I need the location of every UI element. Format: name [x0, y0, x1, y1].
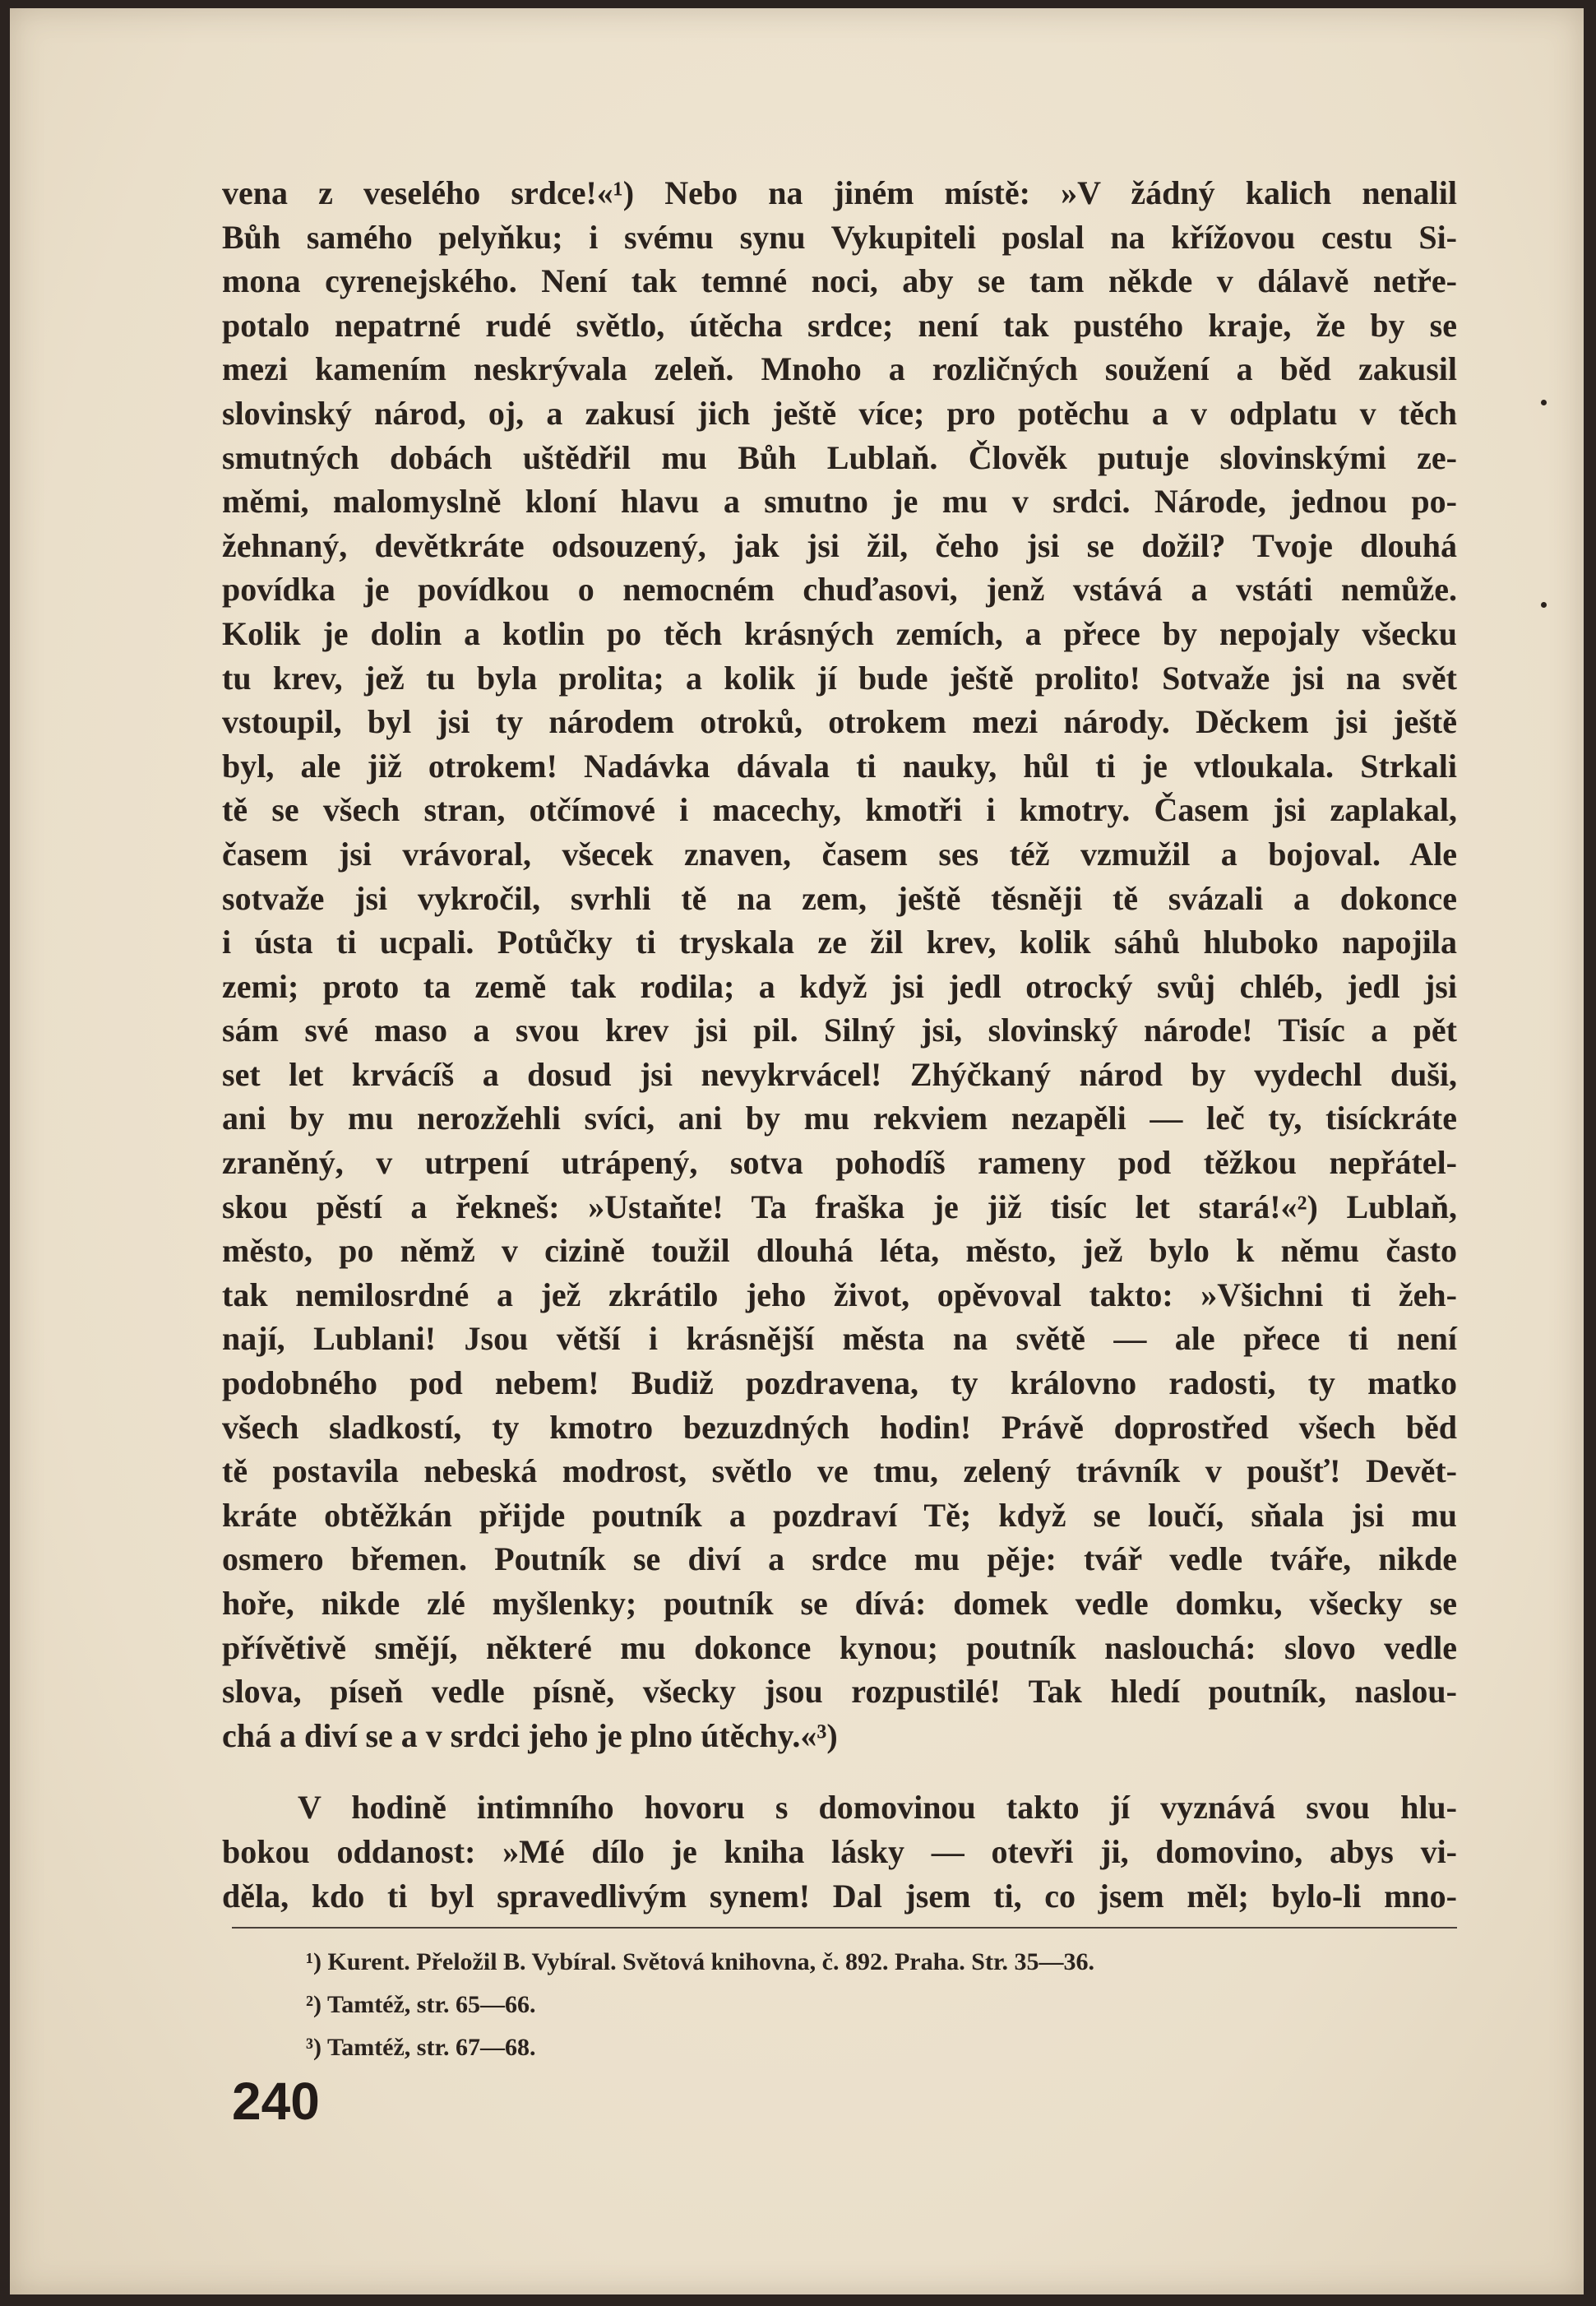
text-line: bokou oddanost: »Mé dílo je kniha lásky — otevři ji, domovino, abys vi-: [222, 1832, 1457, 1870]
text-line: vstoupil, byl jsi ty národem otroků, otrokem mezi národy. Děckem jsi ještě: [222, 703, 1457, 741]
footnote: ¹) Kurent. Přeložil B. Vybíral. Světová knihovna, č. 892. Praha. Str. 35—36.: [306, 1948, 1095, 1975]
footnote-divider: [232, 1927, 1457, 1929]
text-line: skou pěstí a řekneš: »Ustaňte! Ta fraška je již tisíc let stará!«²) Lublaň,: [222, 1188, 1457, 1225]
text-line: mezi kamením neskrývala zeleň. Mnoho a rozličných soužení a běd zakusil: [222, 350, 1457, 388]
text-line: povídka je povídkou o nemocném chuďasovi, jenž vstává a vstáti nemůže.: [222, 571, 1457, 609]
text-line: tu krev, jež tu byla prolita; a kolik jí bude ještě prolito! Sotvaže jsi na svět: [222, 659, 1457, 697]
text-line: smutných dobách uštědřil mu Bůh Lublaň. Člověk putuje slovinskými ze-: [222, 438, 1457, 476]
text-line: potalo nepatrné rudé světlo, útěcha srdce; není tak pustého kraje, že by se: [222, 306, 1457, 344]
text-line: nají, Lublani! Jsou větší i krásnější města na světě — ale přece ti není: [222, 1320, 1457, 1358]
text-line: měmi, malomyslně kloní hlavu a smutno je mu v srdci. Národe, jednou po-: [222, 483, 1457, 521]
text-line: všech sladkostí, ty kmotro bezuzdných hodin! Právě doprostřed všech běd: [222, 1408, 1457, 1446]
text-line: set let krvácíš a dosud jsi nevykrvácel! Zhýčkaný národ by vydechl duši,: [222, 1055, 1457, 1093]
text-line: přívětivě smějí, některé mu dokonce kynou; poutník naslouchá: slovo vedle: [222, 1628, 1457, 1666]
text-line: mona cyrenejského. Není tak temné noci, aby se tam někde v dálavě netře-: [222, 262, 1457, 300]
text-line: slovinský národ, oj, a zakusí jich ještě více; pro potěchu a v odplatu v těch: [222, 394, 1457, 432]
text-line: i ústa ti ucpali. Potůčky ti tryskala ze žil krev, kolik sáhů hluboko napojila: [222, 924, 1457, 961]
footnote: ²) Tamtéž, str. 65—66.: [306, 1991, 536, 2018]
text-line: osmero břemen. Poutník se diví a srdce mu pěje: tvář vedle tváře, nikde: [222, 1540, 1457, 1578]
footnotes: [306, 1941, 1457, 2069]
text-line: Bůh samého pelyňku; i svému synu Vykupiteli poslal na křížovou cestu Si-: [222, 218, 1457, 256]
ink-speck: [1541, 602, 1547, 608]
page-number: 240: [232, 2072, 320, 2131]
text-line: ani by mu nerozžehli svíci, ani by mu rekviem nezapěli — leč ty, tisíckráte: [222, 1100, 1457, 1137]
text-line: byl, ale již otrokem! Nadávka dávala ti nauky, hůl ti je vtloukala. Strkali: [222, 747, 1457, 785]
text-line: V hodině intimního hovoru s domovinou takto jí vyznává svou hlu-: [298, 1789, 1457, 1827]
text-line: tě postavila nebeská modrost, světlo ve tmu, zelený trávník v poušť! Devět-: [222, 1452, 1457, 1490]
body-text: [222, 171, 1457, 1918]
text-line: město, po němž v cizině toužil dlouhá léta, město, jež bylo k němu často: [222, 1232, 1457, 1270]
text-line: časem jsi vrávoral, všecek znaven, časem ses též vzmužil a bojoval. Ale: [222, 835, 1457, 873]
text-line: děla, kdo ti byl spravedlivým synem! Dal jsem ti, co jsem měl; bylo-li mno-: [222, 1877, 1457, 1915]
text-line: vena z veselého srdce!«¹) Nebo na jiném místě: »V žádný kalich nenalil: [222, 174, 1457, 211]
text-line: hoře, nikde zlé myšlenky; poutník se dívá: domek vedle domku, všecky se: [222, 1585, 1457, 1622]
footnote: ³) Tamtéž, str. 67—68.: [306, 2034, 536, 2061]
text-line: sám své maso a svou krev jsi pil. Silný jsi, slovinský národe! Tisíc a pět: [222, 1012, 1457, 1049]
text-line: tak nemilosrdné a jež zkrátilo jeho život, opěvoval takto: »Všichni ti žeh-: [222, 1276, 1457, 1313]
text-line: kráte obtěžkán přijde poutník a pozdraví Tě; když se loučí, sňala jsi mu: [222, 1496, 1457, 1534]
text-line: podobného pod nebem! Budiž pozdravena, ty královno radosti, ty matko: [222, 1364, 1457, 1402]
ink-speck: [1541, 400, 1547, 405]
book-page: [10, 8, 1584, 2294]
text-line: zraněný, v utrpení utrápený, sotva pohodíš rameny pod těžkou nepřátel-: [222, 1144, 1457, 1182]
paragraph-gap: [222, 1757, 1457, 1785]
text-line: Kolik je dolin a kotlin po těch krásných zemích, a přece by nepojaly všecku: [222, 614, 1457, 652]
text-line: slova, píseň vedle písně, všecky jsou rozpustilé! Tak hledí poutník, naslou-: [222, 1673, 1457, 1711]
text-line: chá a diví se a v srdci jeho je plno útěchy.«³): [222, 1716, 838, 1754]
text-line: tě se všech stran, otčímové i macechy, kmotři i kmotry. Časem jsi zaplakal,: [222, 791, 1457, 829]
text-line: zemi; proto ta země tak rodila; a když jsi jedl otrocký svůj chléb, jedl jsi: [222, 967, 1457, 1005]
text-line: sotvaže jsi vykročil, svrhli tě na zem, ještě těsněji tě svázali a dokonce: [222, 879, 1457, 917]
text-line: žehnaný, devětkráte odsouzený, jak jsi žil, čeho jsi se dožil? Tvoje dlouhá: [222, 526, 1457, 564]
